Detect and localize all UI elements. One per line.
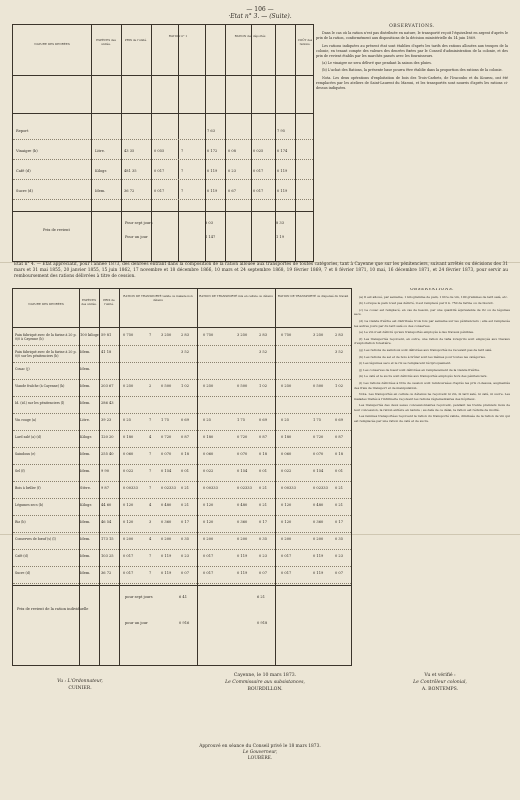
table-cell: 0 120 (123, 520, 134, 524)
table-cell: 0 017 (123, 571, 134, 575)
observation-paragraph: Les rations indiquées au présent état sont établies d'après les tarifs des rations allouées aux troupes de la colonie, en tenant compte des valeurs des denrées fixées par le Conseil d'administration de la colonie, et des prix de revient établis par les marchés passés avec les fournisseurs. (316, 43, 508, 59)
table-cell: 0 119 (161, 571, 172, 575)
table-cell: 0 120 (203, 503, 214, 507)
table-cell: 0 017 (154, 169, 165, 173)
table-cell: 0 07 (181, 571, 190, 575)
table-cell: Report (16, 129, 29, 133)
table-cell: 0 23 (259, 554, 268, 558)
table-cell: 7 (149, 333, 152, 337)
table-cell: 0 21 (259, 486, 268, 490)
table-cell: 4 (149, 435, 152, 439)
observations-heading: OBSERVATIONS. (389, 24, 435, 29)
table-cell: 0 119 (161, 554, 172, 558)
state4-observations (354, 288, 510, 664)
table-cell: 0 720 (237, 435, 248, 439)
table-cell: 203 67 (101, 384, 114, 388)
table-cell: 7 (181, 189, 184, 193)
table-cell: 0 01 (181, 469, 190, 473)
header-cout: COÛT des rations. (297, 38, 313, 46)
prix-label: Prix de revient de la ration individuelle (17, 607, 89, 611)
governor-name: LOUBÈRE. (247, 756, 273, 761)
table-cell: 0 21 (335, 503, 344, 507)
observation-paragraph: (d) La viande fraîche est distribuée trois fois par semaine sur les pénitenciers ; elle est remplacée les autres jours par du lard salé ou des conserves. (354, 318, 510, 328)
table-cell: 0 017 (253, 189, 264, 193)
table-cell: 0 120 (203, 520, 214, 524)
row-rule (13, 447, 351, 448)
table-cell: 0 250 (281, 384, 292, 388)
row-rule (13, 498, 351, 499)
commissioner-title: Le Commissaire aux subsistances, (225, 680, 305, 685)
row-rule (13, 566, 351, 567)
controleur-head: Vu et vérifié : (424, 673, 456, 678)
table-cell: 0 480 (313, 503, 324, 507)
total-value: 0 916 (179, 621, 190, 625)
table-cell: 0 08 (228, 149, 237, 153)
row-rule (13, 430, 351, 431)
observation-paragraph: (h) Les rations de sel et de bois à brûler sont les mêmes pour toutes les catégories. (359, 354, 486, 359)
table-cell: 7 (149, 418, 152, 422)
observation-paragraph: Nota. Les deux opérations d'exploitation de bois des Trois-Carbets, de l'Iracoubo et du Kourou, ont été remplacées par les ateliers de Saint-Laurent du Maroni, et les transportés sont nourris d'après les rations ci-dessus indiquées. (316, 75, 508, 91)
total-value: 8 33 (276, 221, 285, 225)
table-cell: 0 154 (313, 469, 324, 473)
table-cell: 0 119 (313, 554, 324, 558)
signature-commissioner (190, 672, 340, 693)
table-cell: 0 017 (281, 554, 292, 558)
table-cell: 0 87 (335, 435, 344, 439)
table-cell: 0 017 (253, 169, 264, 173)
table-cell: 7 63 (207, 129, 216, 133)
table-cell: 0 01 (335, 469, 344, 473)
table-cell: Café (d) (15, 554, 28, 558)
table-cell: 0 87 (181, 435, 190, 439)
table-cell: 0 02333 (237, 486, 252, 490)
table-cell: 0 750 (203, 333, 214, 337)
table-cell: 0 055 (154, 149, 165, 153)
table-cell: 0 07 (259, 571, 268, 575)
table-cell: 0 022 (123, 469, 134, 473)
table-cell: Vinaigre (b) (16, 149, 38, 153)
table-cell: 44 60 (101, 503, 112, 507)
signature-controleur (380, 672, 500, 693)
table-cell: Idem. (80, 537, 91, 541)
table-cell: 0 070 (237, 452, 248, 456)
state3-observations (316, 24, 508, 260)
table-cell: 2 83 (335, 333, 344, 337)
observation-paragraph: Les femmes transportées reçoivent la ration du transporté valide, diminuée de la ration de vin qui est remplacée par une ration de café et de sucre. (354, 414, 510, 424)
commissioner-name: BOURDILLON. (247, 687, 283, 692)
table-cell: 0 200 (161, 537, 172, 541)
table-cell: 3 250 (313, 333, 324, 337)
table-cell: 43 35 (124, 149, 135, 153)
ordonnateur-title: Vu : L'Ordonnateur, (57, 679, 103, 684)
table-cell: 481 35 (124, 169, 137, 173)
total-value: 6 41 (179, 595, 188, 599)
table-cell: Stère. (80, 486, 92, 490)
table-cell: 3 52 (181, 350, 190, 354)
observation-paragraph: (f) Les transportés reçoivent, en outre, une ration de tafia lorsqu'ils sont employés aux travaux d'exploitation forestière. (354, 336, 510, 346)
table-cell: 0 200 (237, 537, 248, 541)
table-cell: Sel (f) (15, 469, 25, 473)
table-cell: 0 200 (313, 537, 324, 541)
observation-paragraph: (a) Le vinaigre ne sera délivré que pendant la saison des pluies. (322, 61, 432, 66)
row-rule (13, 379, 351, 380)
table-cell: 0 87 (259, 435, 268, 439)
table-cell: 7 (149, 452, 152, 456)
page-number: — 106 — (246, 6, 274, 13)
observations-heading: OBSERVATIONS. (409, 288, 455, 292)
table-cell: 1 02 (259, 384, 268, 388)
table-cell: 9 87 (101, 486, 110, 490)
state4-title: Etat n° 4. — Etat appréciatif, pour l'année 1873, des denrées entrant dans la composition de la ration allouée aux transportés de toutes catégories, tant à Cayenne que sur les pénitenciers, suivant arrêtés ou décisions des 31 mars et 31 mai 1855, 20 janvier 1855, 15 juin 1862, 17 novembre et 18 décembre 1866, 10 mars et 24 septembre 1868, 19 février 1869, 7 et 8 février 1871, 10 mai, 16 décembre 1871, et 24 février 1873, pour servir au remboursement des rations délivrées à titre de cession. (14, 262, 508, 279)
table-cell: 0 21 (181, 486, 190, 490)
table-cell: 1 75 (161, 418, 170, 422)
approval-block (110, 744, 410, 762)
table-cell: 0 120 (281, 503, 292, 507)
table-cell: 0 480 (161, 503, 172, 507)
observation-paragraph: Dans le cas où la ration n'est pas distribuée en nature, le transporté reçoit l'équivalent en argent d'après le prix de la ration, conformément aux dispositions de la décision ministérielle du 14 juin 1869. (316, 31, 508, 41)
row-rule (13, 396, 351, 397)
table-cell: 0 154 (161, 469, 172, 473)
table-cell: 0 23 (335, 554, 344, 558)
table-cell: 4 (149, 537, 152, 541)
table-cell: 0 200 (281, 537, 292, 541)
table-cell: Idem. (80, 367, 91, 371)
table-cell: 0 119 (277, 169, 288, 173)
table-cell: 0 18 (259, 452, 268, 456)
observation-paragraph: (a) Il est alloué, par semaine, 1 kilogramme de pain, 1 litre de vin, 100 grammes de lard salé, etc. (359, 294, 508, 299)
prix-label: Prix de revient (43, 228, 70, 232)
table-cell: 0 69 (259, 418, 268, 422)
table-cell: Sucre (d) (15, 571, 30, 575)
table-cell: 0 25 (123, 418, 132, 422)
table-cell: 7 (149, 469, 152, 473)
table-cell: 7 (149, 554, 152, 558)
table-cell: 0 017 (154, 189, 165, 193)
table-cell: 7 (181, 149, 184, 153)
observation-paragraph: (i) Les légumes secs et le riz se remplacent réciproquement. (359, 361, 452, 366)
row-rule (13, 549, 351, 550)
table-cell: 2 83 (259, 333, 268, 337)
table-cell: Couac (j) (15, 367, 30, 371)
total-value: 8 03 (205, 221, 214, 225)
observation-paragraph: (e) Le vin n'est délivré qu'aux transportés employés à des travaux pénibles. (359, 330, 475, 335)
table-cell: Sucre (d) (16, 189, 33, 193)
table-cell: Viande fraîche (à Cayenne) (k) (15, 384, 65, 388)
table-cell: 255 40 (101, 452, 114, 456)
table-cell: Idem. (80, 571, 91, 575)
signature-ordonnateur (20, 678, 140, 692)
header-ration-1: RATION DE TRANSPORTÉ valide ou malade non détenu (123, 294, 193, 302)
table-cell: 0 119 (207, 189, 218, 193)
table-cell: Idem. (80, 520, 91, 524)
total-value: 6 21 (257, 595, 266, 599)
table-cell: 0 21 (181, 503, 190, 507)
table-cell: 0 070 (161, 452, 172, 456)
table-cell: 0 119 (237, 554, 248, 558)
row-rule (13, 345, 351, 346)
table-cell: Litre. (95, 149, 105, 153)
table-cell: 0 017 (123, 554, 134, 558)
table-cell: 4 (149, 503, 152, 507)
table-cell: 0 07 (335, 571, 344, 575)
table-cell: Litre. (80, 418, 90, 422)
row-rule (13, 159, 313, 160)
table-cell: 0 119 (207, 169, 218, 173)
total-label: Pour un jour (125, 235, 148, 239)
row-rule (13, 199, 313, 200)
table-cell: 36 72 (124, 189, 135, 193)
table-cell: 36 72 (101, 571, 112, 575)
table-cell: Idem. (80, 384, 91, 388)
table-cell: 0 022 (203, 469, 214, 473)
row-rule (13, 139, 313, 140)
table-cell: Riz (b) (15, 520, 26, 524)
table-cell: 0 35 (259, 537, 268, 541)
table-cell: 7 (149, 571, 152, 575)
table-cell: 0 480 (237, 503, 248, 507)
header-especes: ESPÈCES des unités. (96, 38, 116, 46)
table-cell: Idem. (95, 189, 106, 193)
table-cell: 0 180 (203, 435, 214, 439)
table-cell: 0 022 (281, 469, 292, 473)
table-cell: 0 750 (281, 333, 292, 337)
table-cell: 0 500 (313, 384, 324, 388)
observation-paragraph: (g) Les rations de saindoux sont délivrées aux transportés ne recevant pas de lard salé. (359, 347, 493, 352)
table-cell: Idem. (80, 554, 91, 558)
table-cell: 0 750 (123, 333, 134, 337)
table-cell: 0 017 (203, 554, 214, 558)
total-value: 0 918 (257, 621, 268, 625)
row-rule (13, 413, 351, 414)
table-cell: 0 23 (181, 554, 190, 558)
header-ration-3: RATION DE TRANSPORTÉ ou dispensé du travail (277, 294, 349, 298)
table-cell: 0 119 (313, 571, 324, 575)
header-ration-2: RATION DE TRANSPORTÉ mis en cellule ou détenu (199, 294, 273, 298)
table-cell: 41 18 (101, 350, 112, 354)
table-cell: 0 02333 (313, 486, 328, 490)
table-cell: 0 23 (228, 169, 237, 173)
table-cell: 103 25 (101, 554, 114, 558)
table-cell: 0 025 (253, 149, 264, 153)
table-cell: 3 52 (335, 350, 344, 354)
table-cell: 0 67 (228, 189, 237, 193)
state3-title: ·Etat n° 3. — (Suite). (228, 13, 292, 20)
row-rule (13, 583, 351, 584)
table-cell: Kilogr. (80, 503, 92, 507)
header-prix: PRIX de l'unité. (103, 298, 115, 306)
table-cell: 59 81 (101, 333, 112, 337)
table-cell: 9 90 (101, 469, 110, 473)
table-cell: Pain fabriqué avec de la farine à 20 p. 0/0 à Cayenne (b) (15, 333, 77, 341)
table-cell: 0 180 (281, 435, 292, 439)
table-cell: Pain fabriqué avec de la farine à 20 p. 0/0 sur les pénitenciers (b) (15, 350, 77, 358)
table-cell: 0 18 (181, 452, 190, 456)
table-cell: Kilogr. (80, 435, 92, 439)
table-cell: 0 060 (281, 452, 292, 456)
governor-title: Le Gouverneur, (242, 750, 278, 755)
table-cell: 0 060 (123, 452, 134, 456)
table-cell: 0 174 (277, 149, 288, 153)
observation-paragraph: Nota. Les transportés en cellule ou détenus ne reçoivent ni vin, ni lard salé, ni café, ni sucre. Les malades traités à l'infirmerie reçoivent les rations réglementaires des hôpitaux. (354, 392, 510, 401)
observation-paragraph: Les transportés des deux sexes concessionnaires reçoivent, pendant les trente premiers mois de leur concession, la ration entière en nature ; au delà de ce délai, la ration est réduite de moitié. (354, 403, 510, 412)
table-cell: 120 20 (101, 435, 114, 439)
table-cell: 3 (149, 520, 152, 524)
table-cell: 0 120 (281, 520, 292, 524)
header-ration-e: RATION des déportés (234, 34, 266, 38)
table-cell: 0 154 (237, 469, 248, 473)
table-cell: Légumes secs (b) (15, 503, 44, 507)
header-nature: NATURE DES DENRÉES (34, 42, 70, 46)
table-cell: 0 21 (259, 503, 268, 507)
table-cell: 0 250 (203, 384, 214, 388)
row-rule (13, 179, 313, 180)
state3-table (12, 24, 314, 262)
table-cell: 39 23 (101, 418, 112, 422)
table-cell: 0 360 (237, 520, 248, 524)
observation-paragraph: (b) L'achat des Rations, la présente base pourra être établie dans la proportion des rations de la colonie. (322, 68, 503, 73)
row-rule (13, 532, 351, 533)
table-cell: 0 35 (335, 537, 344, 541)
table-cell: 0 500 (161, 384, 172, 388)
state4-table (12, 288, 352, 666)
observation-paragraph: (c) Le couac est remplacé, en cas de besoin, par une quantité équivalente de riz ou de légumes secs. (354, 307, 510, 317)
total-label: pour un jour (125, 621, 148, 625)
row-rule (13, 464, 351, 465)
table-cell: 0 119 (237, 571, 248, 575)
header-nature: NATURE DES DENRÉES (28, 302, 64, 306)
table-cell: Idem. (80, 350, 91, 354)
table-cell: Idem. (80, 401, 91, 405)
table-cell: 0 720 (161, 435, 172, 439)
table-cell: Lard salé (a) (d) (15, 435, 41, 439)
table-cell: 7 (149, 486, 152, 490)
table-cell: 0 35 (181, 537, 190, 541)
table-cell: 0 120 (123, 503, 134, 507)
table-cell: 0 00333 (203, 486, 218, 490)
table-cell: Kilogr. (95, 169, 107, 173)
table-cell: Bois à brûler (f) (15, 486, 41, 490)
table-cell: 0 172 (207, 149, 218, 153)
table-cell: 100 kilogr. (80, 333, 100, 337)
place-date: Cayenne, le 10 mars 1873. (233, 673, 297, 678)
table-cell: 0 69 (335, 418, 344, 422)
table-cell: 0 119 (277, 189, 288, 193)
table-cell: 0 017 (281, 571, 292, 575)
table-cell: Conserves de bœuf (s) (l) (15, 537, 56, 541)
table-cell: Saindoux (e) (15, 452, 36, 456)
table-cell: 1 75 (237, 418, 246, 422)
table-cell: 1 02 (335, 384, 344, 388)
table-cell: 0 250 (123, 384, 134, 388)
observation-paragraph: (b) Lorsque le pain n'est pas délivré, il est remplacé par 0 k. 750 de farine ou de biscuit. (359, 301, 494, 306)
table-cell: 0 180 (123, 435, 134, 439)
total-label: pour sept jours (125, 595, 153, 599)
approval-text: Approuvé en séance du Conseil privé le 18 mars 1873. (199, 744, 321, 749)
ordonnateur-name: CUINIER. (68, 686, 92, 691)
table-cell: 0 01 (259, 469, 268, 473)
total-label: Pour sept jours (125, 221, 153, 225)
observation-paragraph: (k) Le café et le sucre sont délivrés aux transportés employés hors des pénitenciers. (359, 374, 488, 379)
table-cell: 1 02 (181, 384, 190, 388)
table-cell: Café (d) (16, 169, 31, 173)
table-cell: 0 69 (181, 418, 190, 422)
header-prix: PRIX de l'unité. (124, 38, 148, 42)
table-cell: Vin rouge (a) (15, 418, 37, 422)
table-cell: 0 17 (181, 520, 190, 524)
table-cell: Idem. (80, 469, 91, 473)
table-cell: 0 18 (335, 452, 344, 456)
total-value: 1 19 (276, 235, 285, 239)
table-cell: 0 720 (313, 435, 324, 439)
table-cell: 0 17 (259, 520, 268, 524)
controleur-name: A. BONTEMPS. (421, 687, 459, 692)
table-cell: 7 (181, 169, 184, 173)
table-cell: 0 21 (335, 486, 344, 490)
controleur-title: Le Contrôleur colonial, (413, 680, 467, 685)
table-cell: 2 83 (181, 333, 190, 337)
table-cell: 0 017 (203, 571, 214, 575)
row-rule (13, 481, 351, 482)
table-cell: 1 75 (313, 418, 322, 422)
table-cell: 0 500 (237, 384, 248, 388)
table-cell: 0 25 (203, 418, 212, 422)
table-cell: Idem. (80, 452, 91, 456)
table-cell: 0 25 (281, 418, 290, 422)
table-cell: 7 95 (277, 129, 286, 133)
header-especes: ESPÈCES des unités. (81, 298, 97, 306)
table-cell: 0 02333 (161, 486, 176, 490)
table-cell: 46 54 (101, 520, 112, 524)
observation-paragraph: (j) Les conserves de bœuf sont délivrées en remplacement de la viande fraîche. (359, 367, 480, 372)
table-cell: 0 360 (313, 520, 324, 524)
table-cell: Id. (id.) sur les pénitenciers (l) (15, 401, 65, 405)
table-cell: 3 250 (237, 333, 248, 337)
table-cell: 3 250 (161, 333, 172, 337)
table-cell: 0 200 (203, 537, 214, 541)
table-cell: 2 (149, 384, 152, 388)
table-cell: 0 200 (123, 537, 134, 541)
row-rule (13, 362, 351, 363)
table-cell: 0 060 (203, 452, 214, 456)
table-cell: 286 43 (101, 401, 114, 405)
table-cell: 0 00333 (281, 486, 296, 490)
table-cell: 0 360 (161, 520, 172, 524)
table-cell: 3 52 (259, 350, 268, 354)
total-value: 1 147 (205, 235, 216, 239)
table-cell: 173 15 (101, 537, 114, 541)
table-cell: 0 070 (313, 452, 324, 456)
table-cell: 0 00333 (123, 486, 138, 490)
table-cell: 0 17 (335, 520, 344, 524)
observation-paragraph: (l) Les rations délivrées à titre de cession sont remboursées d'après les prix ci-dessus, augmentés des frais de transport et de manipulation. (354, 380, 510, 390)
row-rule (13, 515, 351, 516)
header-ration-n: RATION n° 1 (168, 34, 188, 38)
